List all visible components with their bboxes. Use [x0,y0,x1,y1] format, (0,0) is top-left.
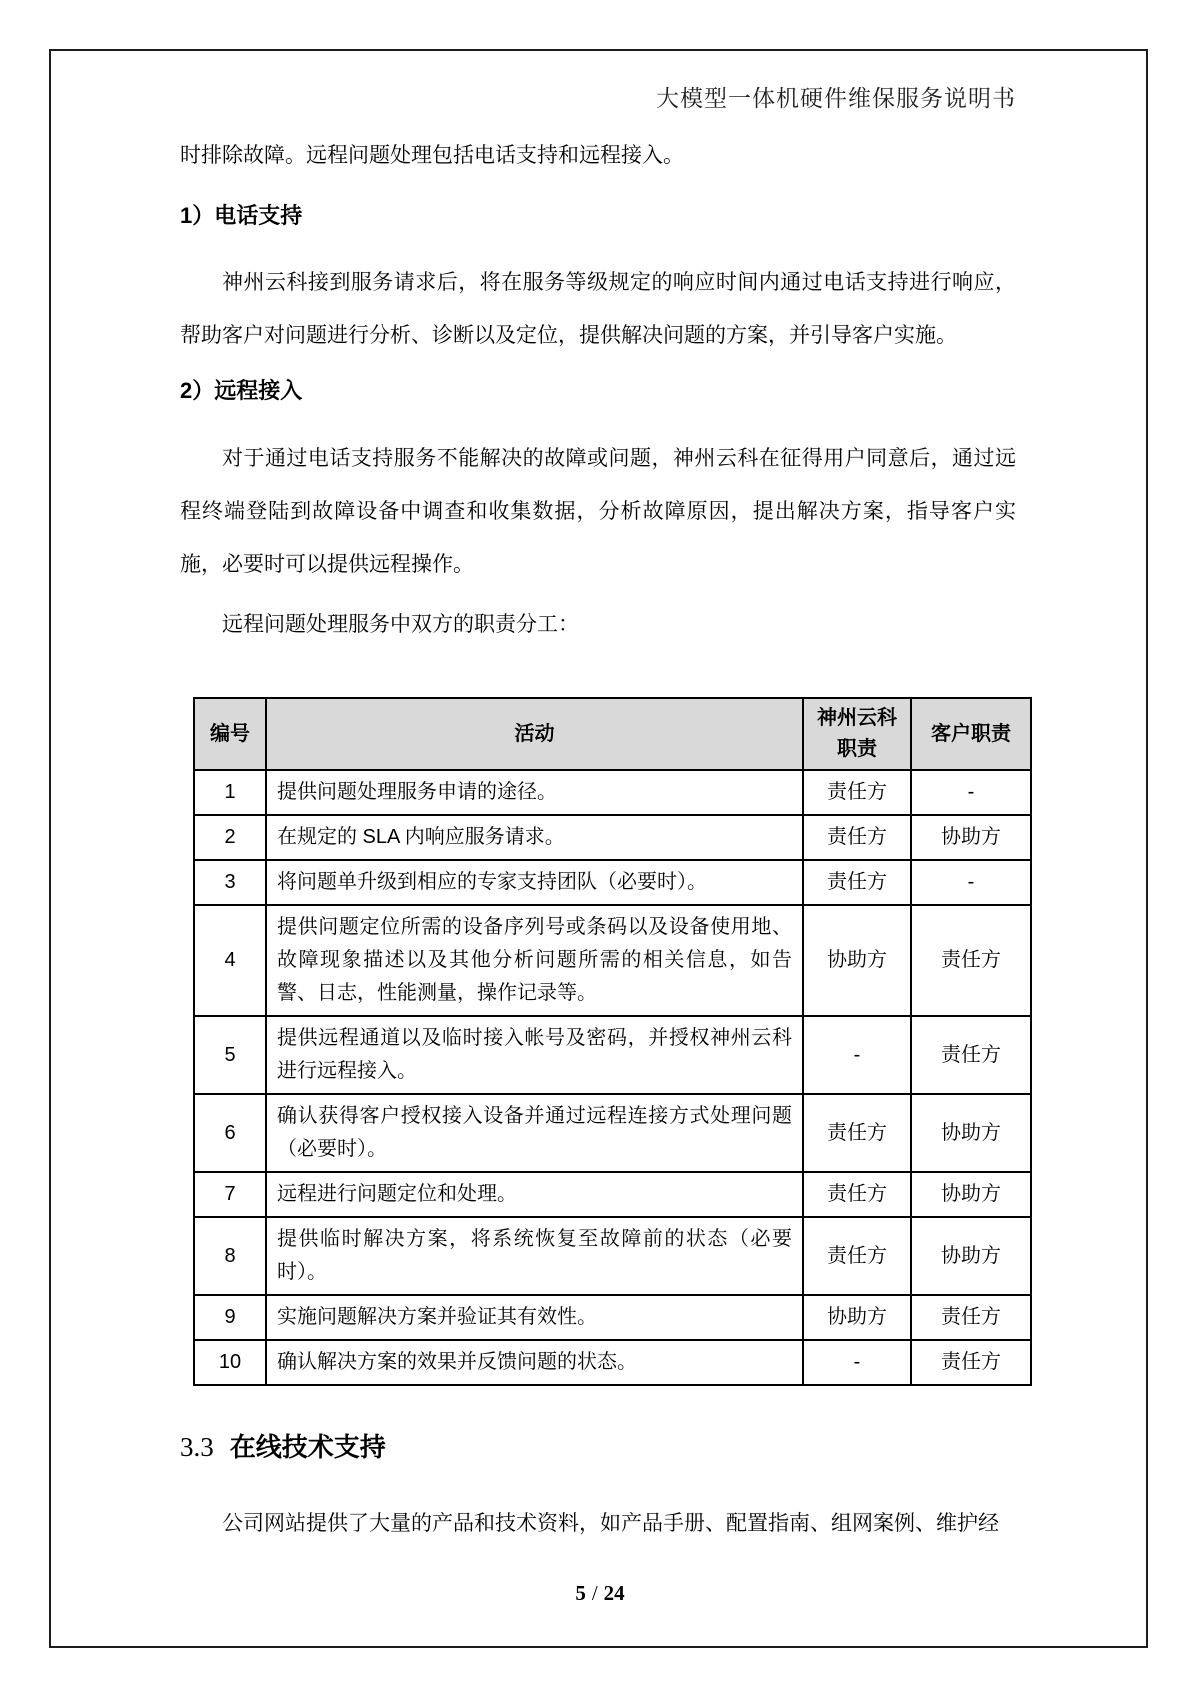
table-row [194,905,1031,1016]
table-row [194,1094,1031,1172]
cell-no: 7 [194,1172,266,1217]
cell-customer-duty: 协助方 [911,1172,1031,1217]
cell-no: 6 [194,1094,266,1172]
table-row [194,1340,1031,1385]
paragraph-phone-support: 神州云科接到服务请求后，将在服务等级规定的响应时间内通过电话支持进行响应，帮助客户对问题进行分析、诊断以及定位，提供解决问题的方案，并引导客户实施。 [180,271,1016,347]
column-header-no: 编号 [194,698,266,770]
cell-activity: 将问题单升级到相应的专家支持团队（必要时）。 [266,860,803,905]
cell-customer-duty: 协助方 [911,1094,1031,1172]
section-heading-remote-access: 2）远程接入 [180,378,303,403]
cell-no: 10 [194,1340,266,1385]
footer-current-page: 5 [575,1581,586,1605]
column-header-dc-duty: 神州云科职责 [803,698,911,770]
cell-dc-duty: - [803,1340,911,1385]
table-row [194,1217,1031,1295]
column-header-customer-duty: 客户职责 [911,698,1031,770]
table-row [194,770,1031,815]
cell-dc-duty: 责任方 [803,815,911,860]
section-number: 3.3 [180,1432,214,1462]
section-heading-phone-support: 1）电话支持 [180,203,303,228]
cell-activity: 提供远程通道以及临时接入帐号及密码，并授权神州云科进行远程接入。 [266,1016,803,1094]
cell-no: 8 [194,1217,266,1295]
responsibilities-table [193,697,1032,1386]
cell-dc-duty: 责任方 [803,1172,911,1217]
table-row [194,1172,1031,1217]
cell-no: 3 [194,860,266,905]
cell-dc-duty: 协助方 [803,905,911,1016]
cell-customer-duty: 责任方 [911,1016,1031,1094]
cell-activity: 提供问题处理服务申请的途径。 [266,770,803,815]
cell-customer-duty: - [911,770,1031,815]
cell-no: 1 [194,770,266,815]
column-header-activity: 活动 [266,698,803,770]
cell-dc-duty: 责任方 [803,1094,911,1172]
document-header-title: 大模型一体机硬件维保服务说明书 [656,86,1016,111]
table-row [194,1295,1031,1340]
cell-customer-duty: 责任方 [911,905,1031,1016]
paragraph-online-support: 公司网站提供了大量的产品和技术资料，如产品手册、配置指南、组网案例、维护经 [222,1512,999,1535]
cell-dc-duty: 协助方 [803,1295,911,1340]
cell-dc-duty: 责任方 [803,1217,911,1295]
intro-paragraph: 时排除故障。远程问题处理包括电话支持和远程接入。 [180,144,684,167]
page-content [180,51,1016,1540]
cell-customer-duty: 协助方 [911,1217,1031,1295]
cell-dc-duty: 责任方 [803,860,911,905]
table-header-row [194,698,1031,770]
section-title: 在线技术支持 [229,1432,386,1462]
cell-no: 2 [194,815,266,860]
cell-no: 4 [194,905,266,1016]
cell-activity: 在规定的 SLA 内响应服务请求。 [266,815,803,860]
cell-activity: 远程进行问题定位和处理。 [266,1172,803,1217]
responsibilities-table-lead: 远程问题处理服务中双方的职责分工： [222,613,579,636]
footer-total-pages: 24 [603,1581,625,1605]
footer-separator: / [591,1581,598,1605]
cell-no: 5 [194,1016,266,1094]
cell-dc-duty: - [803,1016,911,1094]
cell-activity: 确认获得客户授权接入设备并通过远程连接方式处理问题（必要时）。 [266,1094,803,1172]
table-row [194,1016,1031,1094]
cell-activity: 提供问题定位所需的设备序列号或条码以及设备使用地、故障现象描述以及其他分析问题所需的相关信息，如告警、日志，性能测量，操作记录等。 [266,905,803,1016]
cell-customer-duty: 责任方 [911,1340,1031,1385]
table-row [194,860,1031,905]
table-row [194,815,1031,860]
cell-customer-duty: 协助方 [911,815,1031,860]
cell-customer-duty: - [911,860,1031,905]
cell-no: 9 [194,1295,266,1340]
page-footer [0,1578,1200,1608]
cell-customer-duty: 责任方 [911,1295,1031,1340]
paragraph-remote-access: 对于通过电话支持服务不能解决的故障或问题，神州云科在征得用户同意后，通过远程终端登陆到故障设备中调查和收集数据，分析故障原因，提出解决方案，指导客户实施，必要时可以提供远程操作。 [180,447,1016,576]
cell-activity: 实施问题解决方案并验证其有效性。 [266,1295,803,1340]
cell-activity: 确认解决方案的效果并反馈问题的状态。 [266,1340,803,1385]
cell-activity: 提供临时解决方案，将系统恢复至故障前的状态（必要时）。 [266,1217,803,1295]
section-heading-online-support [180,1428,1016,1471]
cell-dc-duty: 责任方 [803,770,911,815]
